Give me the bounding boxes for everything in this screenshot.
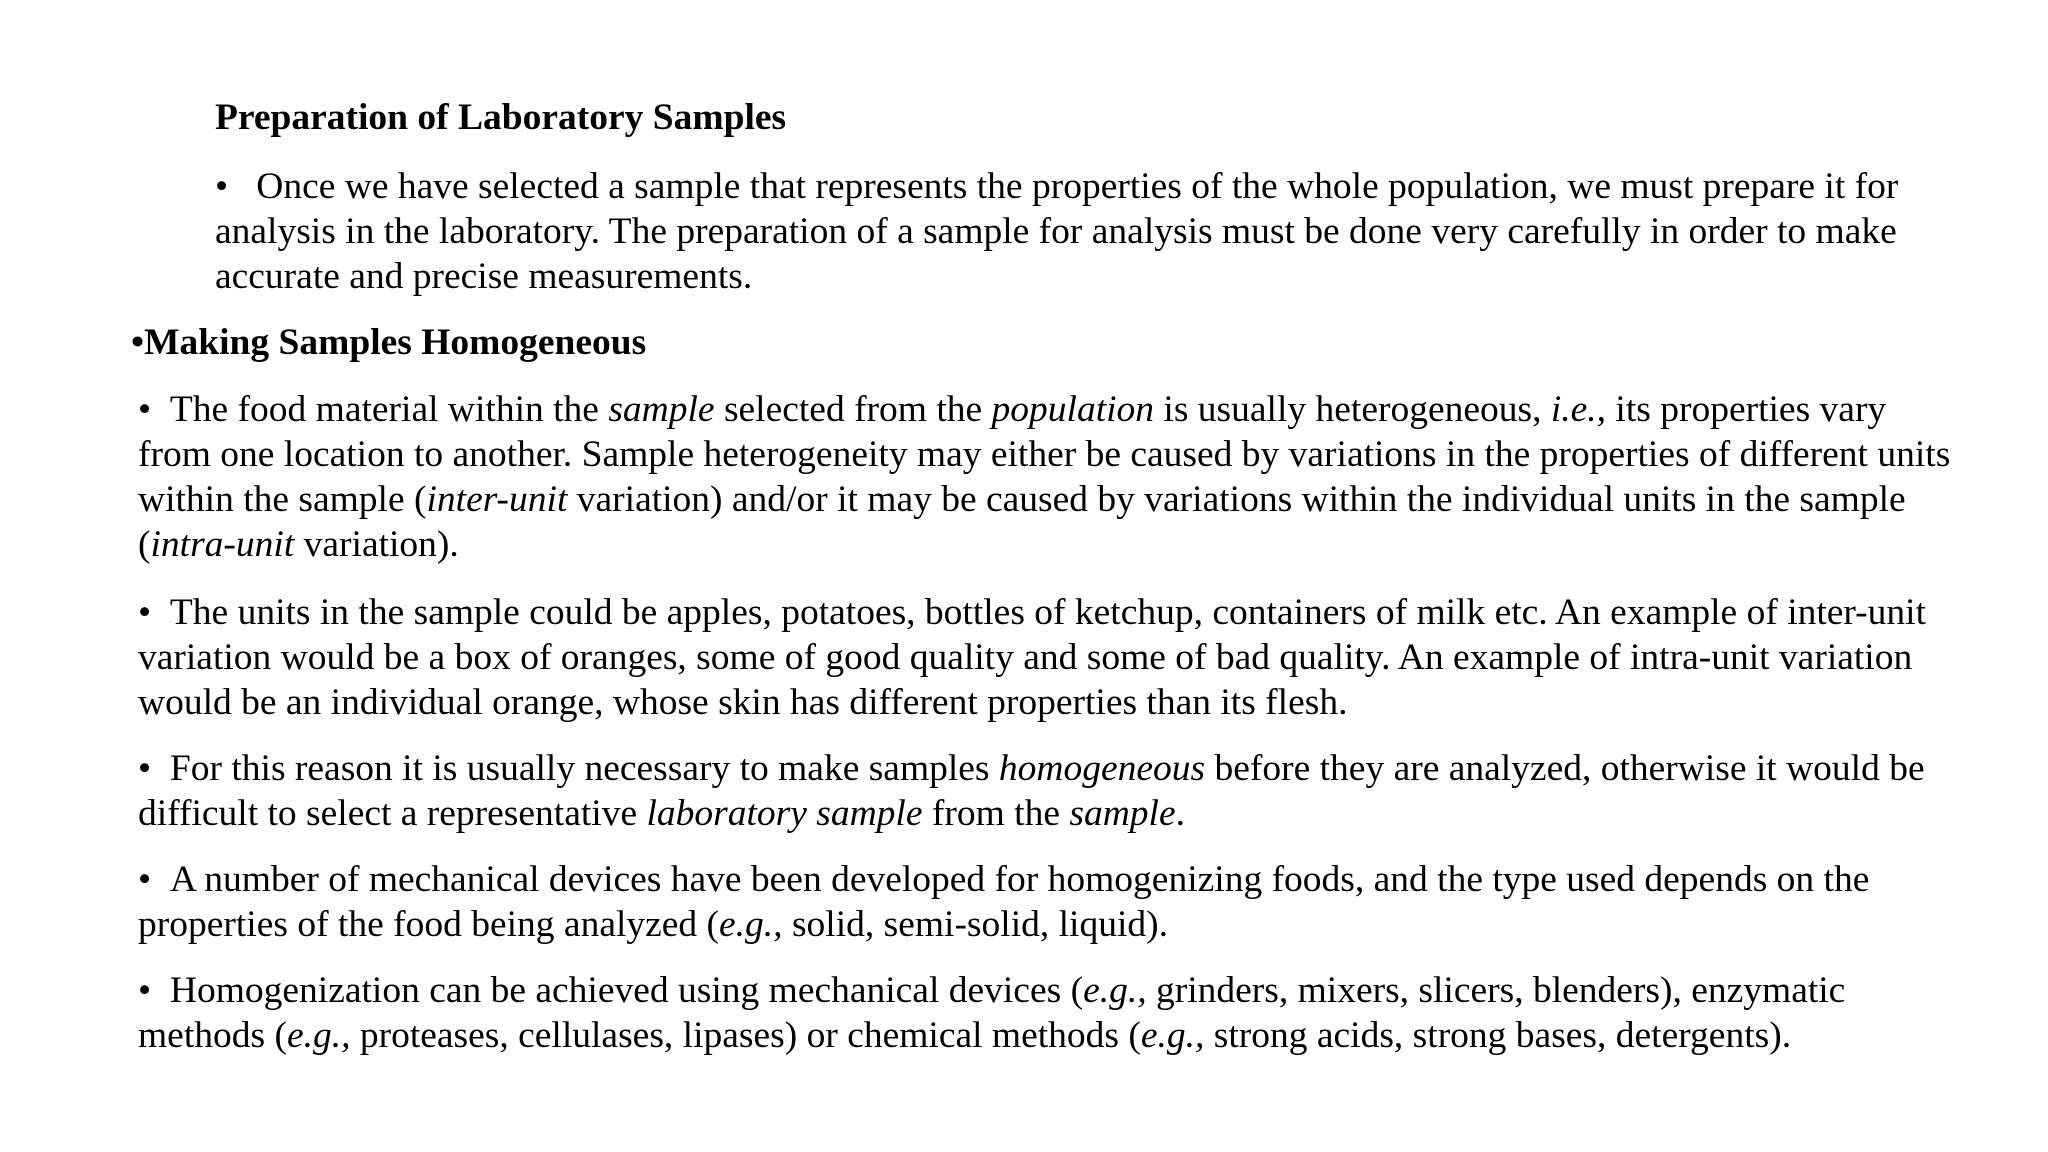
heading-homogeneous: •Making Samples Homogeneous bbox=[131, 322, 647, 363]
italic-run: i.e., bbox=[1550, 389, 1607, 430]
text-run: variation). bbox=[294, 524, 459, 565]
text-run: A number of mechanical devices have been developed for homogenizing foods, and the type used depends on the properties of the food being analyzed ( bbox=[138, 859, 1870, 945]
bullet: • bbox=[138, 970, 152, 1011]
italic-run: e.g., bbox=[1140, 1015, 1205, 1056]
bullet: • bbox=[215, 166, 229, 207]
text-run: solid, semi-solid, liquid). bbox=[782, 904, 1168, 945]
italic-run: laboratory sample bbox=[646, 793, 923, 834]
text-run: variation) and/or it may be caused by variations within the individual units in the sample ( bbox=[138, 479, 1906, 565]
paragraph-reason bbox=[138, 746, 1958, 836]
paragraph-heterogeneity bbox=[138, 387, 1958, 567]
italic-run: inter-unit bbox=[426, 479, 568, 520]
text-run: from the bbox=[922, 793, 1070, 834]
heading-preparation: Preparation of Laboratory Samples bbox=[215, 97, 787, 138]
text-run: Homogenization can be achieved using mechanical devices ( bbox=[169, 970, 1084, 1011]
text-run: selected from the bbox=[714, 389, 992, 430]
text-run: strong acids, strong bases, detergents). bbox=[1204, 1015, 1792, 1056]
italic-run: sample bbox=[608, 389, 715, 430]
bullet: • bbox=[138, 859, 152, 900]
text-run: grinders, mixers, slicers, blenders), enzymatic methods ( bbox=[138, 970, 1846, 1056]
text-run: before they are analyzed, otherwise it would be difficult to select a representative bbox=[138, 748, 1925, 834]
text-run: For this reason it is usually necessary to make samples bbox=[169, 748, 999, 789]
italic-run: e.g., bbox=[286, 1015, 351, 1056]
paragraph-text: Once we have selected a sample that represents the properties of the whole population, we must prepare it for analysis in the laboratory. The preparation of a sample for analysis must be done very carefully in order to make accurate and precise measurements. bbox=[215, 166, 1899, 297]
bullet: • bbox=[138, 592, 152, 633]
paragraph-devices bbox=[138, 857, 1958, 947]
italic-run: homogeneous bbox=[998, 748, 1206, 789]
bullet: • bbox=[138, 389, 152, 430]
italic-run: e.g., bbox=[1083, 970, 1147, 1011]
italic-run: e.g., bbox=[719, 904, 783, 945]
italic-run: sample bbox=[1069, 793, 1176, 834]
bullet: • bbox=[138, 748, 152, 789]
text-run: its properties vary from one location to another. Sample heterogeneity may either be caused by variations in the properties of different units within the sample ( bbox=[138, 389, 1951, 520]
italic-run: intra-unit bbox=[150, 524, 295, 565]
text-run: The food material within the bbox=[169, 389, 609, 430]
text-run: is usually heterogeneous, bbox=[1154, 389, 1551, 430]
text-run: The units in the sample could be apples, potatoes, bottles of ketchup, containers of milk etc. An example of inter-unit variation would be a box of oranges, some of good quality and some of bad quality. An example of intra-unit variation would be an individual orange, whose skin has different properties than its flesh. bbox=[138, 592, 1926, 723]
text-run: . bbox=[1175, 793, 1185, 834]
paragraph-preparation bbox=[215, 164, 1945, 299]
italic-run: population bbox=[991, 389, 1155, 430]
text-run: proteases, cellulases, lipases) or chemical methods ( bbox=[350, 1015, 1141, 1056]
paragraph-methods bbox=[138, 968, 1958, 1058]
paragraph-units-example bbox=[138, 590, 1958, 725]
